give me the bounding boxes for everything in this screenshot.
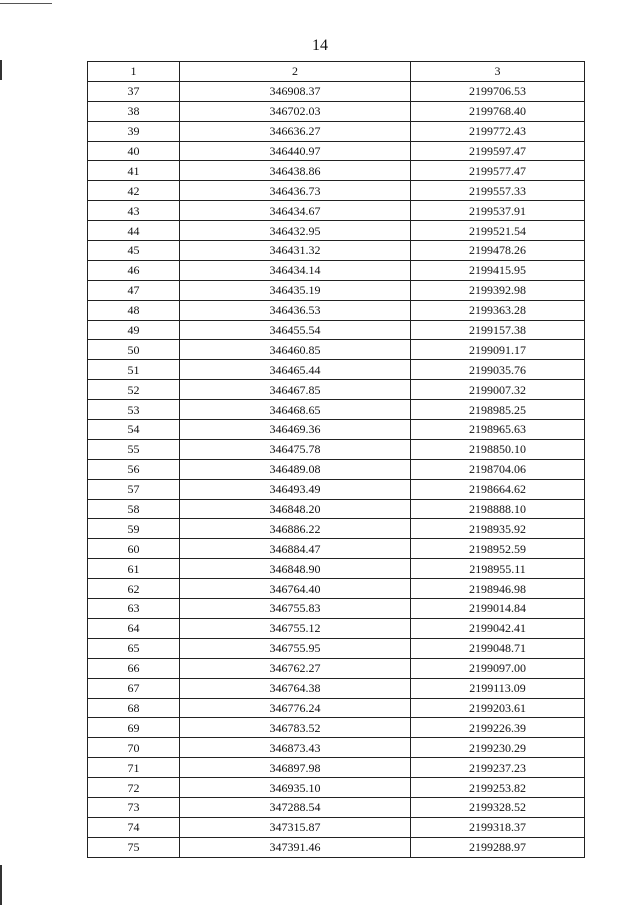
cell-x-coordinate: 346467.85 [180, 380, 411, 400]
table-row [88, 678, 585, 698]
cell-x-coordinate: 346436.53 [180, 300, 411, 320]
cell-x-coordinate: 346702.03 [180, 101, 411, 121]
cell-point-number: 52 [88, 380, 180, 400]
cell-point-number: 48 [88, 300, 180, 320]
table-row [88, 758, 585, 778]
cell-point-number: 67 [88, 678, 180, 698]
cell-point-number: 59 [88, 519, 180, 539]
cell-point-number: 43 [88, 201, 180, 221]
cell-y-coordinate: 2198850.10 [411, 439, 585, 459]
cell-x-coordinate: 346435.19 [180, 280, 411, 300]
cell-x-coordinate: 346469.36 [180, 420, 411, 440]
cell-x-coordinate: 346465.44 [180, 360, 411, 380]
cell-x-coordinate: 347391.46 [180, 837, 411, 857]
table-row [88, 499, 585, 519]
cell-y-coordinate: 2199007.32 [411, 380, 585, 400]
cell-y-coordinate: 2198888.10 [411, 499, 585, 519]
cell-point-number: 70 [88, 738, 180, 758]
table-row [88, 260, 585, 280]
cell-x-coordinate: 346434.67 [180, 201, 411, 221]
table-row [88, 837, 585, 857]
cell-y-coordinate: 2199035.76 [411, 360, 585, 380]
table-row [88, 618, 585, 638]
cell-x-coordinate: 346455.54 [180, 320, 411, 340]
cell-point-number: 40 [88, 141, 180, 161]
cell-y-coordinate: 2199203.61 [411, 698, 585, 718]
table-row [88, 400, 585, 420]
cell-point-number: 58 [88, 499, 180, 519]
cell-y-coordinate: 2199253.82 [411, 778, 585, 798]
cell-y-coordinate: 2198935.92 [411, 519, 585, 539]
cell-point-number: 39 [88, 121, 180, 141]
table-row [88, 81, 585, 101]
table-row [88, 599, 585, 619]
cell-point-number: 65 [88, 638, 180, 658]
cell-y-coordinate: 2199097.00 [411, 658, 585, 678]
cell-x-coordinate: 346935.10 [180, 778, 411, 798]
cell-x-coordinate: 346431.32 [180, 241, 411, 261]
cell-point-number: 50 [88, 340, 180, 360]
table-row [88, 221, 585, 241]
table-row [88, 121, 585, 141]
cell-point-number: 69 [88, 718, 180, 738]
cell-x-coordinate: 346764.38 [180, 678, 411, 698]
cell-point-number: 63 [88, 599, 180, 619]
cell-point-number: 45 [88, 241, 180, 261]
cell-y-coordinate: 2199768.40 [411, 101, 585, 121]
cell-x-coordinate: 346884.47 [180, 539, 411, 559]
column-header-point-number: 1 [88, 62, 180, 82]
cell-y-coordinate: 2198946.98 [411, 579, 585, 599]
cell-y-coordinate: 2199557.33 [411, 181, 585, 201]
table-row [88, 459, 585, 479]
cell-point-number: 68 [88, 698, 180, 718]
table-row [88, 141, 585, 161]
cell-point-number: 54 [88, 420, 180, 440]
cell-y-coordinate: 2198955.11 [411, 559, 585, 579]
cell-y-coordinate: 2199014.84 [411, 599, 585, 619]
cell-y-coordinate: 2199537.91 [411, 201, 585, 221]
cell-y-coordinate: 2199230.29 [411, 738, 585, 758]
cell-y-coordinate: 2198952.59 [411, 539, 585, 559]
cell-point-number: 74 [88, 817, 180, 837]
cell-point-number: 41 [88, 161, 180, 181]
cell-point-number: 73 [88, 797, 180, 817]
cell-point-number: 60 [88, 539, 180, 559]
coordinates-table [87, 61, 585, 858]
cell-point-number: 53 [88, 400, 180, 420]
cell-point-number: 37 [88, 81, 180, 101]
cell-point-number: 44 [88, 221, 180, 241]
scan-edge-mark-bottom [0, 865, 2, 905]
cell-x-coordinate: 346468.65 [180, 400, 411, 420]
column-header-x-coordinate: 2 [180, 62, 411, 82]
table-row [88, 778, 585, 798]
cell-y-coordinate: 2199577.47 [411, 161, 585, 181]
table-row [88, 360, 585, 380]
cell-y-coordinate: 2199478.26 [411, 241, 585, 261]
cell-x-coordinate: 346762.27 [180, 658, 411, 678]
cell-point-number: 38 [88, 101, 180, 121]
cell-x-coordinate: 346897.98 [180, 758, 411, 778]
cell-y-coordinate: 2199521.54 [411, 221, 585, 241]
cell-point-number: 64 [88, 618, 180, 638]
cell-y-coordinate: 2199415.95 [411, 260, 585, 280]
cell-x-coordinate: 346493.49 [180, 479, 411, 499]
cell-x-coordinate: 346475.78 [180, 439, 411, 459]
cell-point-number: 49 [88, 320, 180, 340]
cell-x-coordinate: 346783.52 [180, 718, 411, 738]
cell-x-coordinate: 346755.95 [180, 638, 411, 658]
cell-y-coordinate: 2198985.25 [411, 400, 585, 420]
cell-y-coordinate: 2198664.62 [411, 479, 585, 499]
cell-x-coordinate: 346886.22 [180, 519, 411, 539]
table-row [88, 380, 585, 400]
cell-y-coordinate: 2199363.28 [411, 300, 585, 320]
table-row [88, 201, 585, 221]
cell-y-coordinate: 2199392.98 [411, 280, 585, 300]
table-header-row [88, 62, 585, 82]
cell-point-number: 71 [88, 758, 180, 778]
table-row [88, 539, 585, 559]
cell-point-number: 46 [88, 260, 180, 280]
table-row [88, 638, 585, 658]
table-row [88, 479, 585, 499]
table-body [88, 81, 585, 857]
cell-x-coordinate: 347315.87 [180, 817, 411, 837]
cell-y-coordinate: 2199042.41 [411, 618, 585, 638]
table-row [88, 658, 585, 678]
table-row [88, 340, 585, 360]
cell-y-coordinate: 2199597.47 [411, 141, 585, 161]
table-row [88, 420, 585, 440]
cell-point-number: 66 [88, 658, 180, 678]
cell-y-coordinate: 2199237.23 [411, 758, 585, 778]
cell-y-coordinate: 2199113.09 [411, 678, 585, 698]
table-row [88, 161, 585, 181]
table-row [88, 738, 585, 758]
cell-point-number: 47 [88, 280, 180, 300]
cell-x-coordinate: 346764.40 [180, 579, 411, 599]
table-row [88, 439, 585, 459]
cell-y-coordinate: 2199706.53 [411, 81, 585, 101]
cell-point-number: 56 [88, 459, 180, 479]
cell-y-coordinate: 2198704.06 [411, 459, 585, 479]
cell-x-coordinate: 346436.73 [180, 181, 411, 201]
cell-x-coordinate: 346636.27 [180, 121, 411, 141]
cell-y-coordinate: 2199048.71 [411, 638, 585, 658]
cell-x-coordinate: 347288.54 [180, 797, 411, 817]
cell-x-coordinate: 346873.43 [180, 738, 411, 758]
table-row [88, 241, 585, 261]
table-row [88, 718, 585, 738]
cell-y-coordinate: 2199318.37 [411, 817, 585, 837]
table-row [88, 519, 585, 539]
cell-y-coordinate: 2199772.43 [411, 121, 585, 141]
table-row [88, 181, 585, 201]
table-row [88, 101, 585, 121]
table-row [88, 698, 585, 718]
cell-x-coordinate: 346434.14 [180, 260, 411, 280]
cell-point-number: 75 [88, 837, 180, 857]
table-row [88, 320, 585, 340]
scan-edge-mark-top [0, 3, 52, 4]
cell-x-coordinate: 346848.90 [180, 559, 411, 579]
cell-y-coordinate: 2199328.52 [411, 797, 585, 817]
cell-x-coordinate: 346440.97 [180, 141, 411, 161]
cell-y-coordinate: 2199226.39 [411, 718, 585, 738]
cell-y-coordinate: 2198965.63 [411, 420, 585, 440]
cell-y-coordinate: 2199091.17 [411, 340, 585, 360]
cell-point-number: 42 [88, 181, 180, 201]
table-row [88, 797, 585, 817]
cell-x-coordinate: 346489.08 [180, 459, 411, 479]
cell-x-coordinate: 346776.24 [180, 698, 411, 718]
table-row [88, 559, 585, 579]
cell-point-number: 61 [88, 559, 180, 579]
cell-x-coordinate: 346908.37 [180, 81, 411, 101]
cell-point-number: 57 [88, 479, 180, 499]
table-row [88, 817, 585, 837]
page-number: 14 [312, 37, 328, 54]
cell-point-number: 51 [88, 360, 180, 380]
table-row [88, 300, 585, 320]
cell-x-coordinate: 346432.95 [180, 221, 411, 241]
cell-y-coordinate: 2199157.38 [411, 320, 585, 340]
cell-x-coordinate: 346848.20 [180, 499, 411, 519]
cell-y-coordinate: 2199288.97 [411, 837, 585, 857]
cell-x-coordinate: 346755.83 [180, 599, 411, 619]
cell-x-coordinate: 346438.86 [180, 161, 411, 181]
cell-point-number: 72 [88, 778, 180, 798]
cell-point-number: 55 [88, 439, 180, 459]
table-row [88, 579, 585, 599]
cell-x-coordinate: 346460.85 [180, 340, 411, 360]
table-row [88, 280, 585, 300]
cell-point-number: 62 [88, 579, 180, 599]
column-header-y-coordinate: 3 [411, 62, 585, 82]
scan-edge-mark [0, 60, 2, 80]
cell-x-coordinate: 346755.12 [180, 618, 411, 638]
